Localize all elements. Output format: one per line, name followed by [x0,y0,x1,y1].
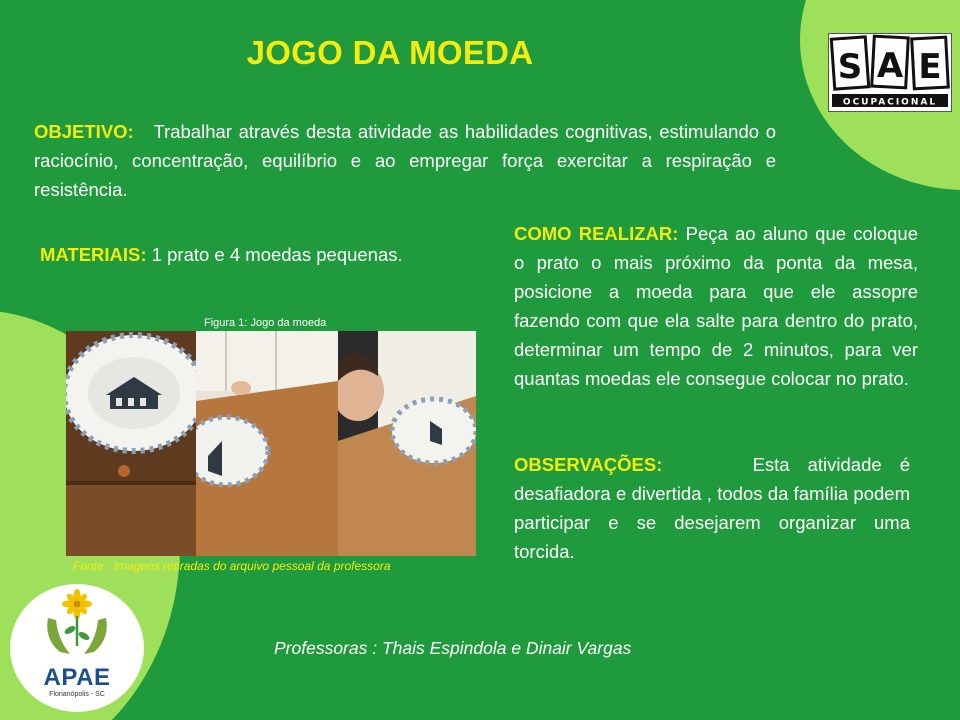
page-title: JOGO DA MOEDA [246,34,534,71]
sae-letter-a: A [876,46,904,86]
professoras-credit: Professoras : Thais Espindola e Dinair Vargas [274,638,632,658]
objetivo-paragraph [34,117,776,204]
sae-letter-e: E [918,47,942,87]
photo-child-blowing-coin [196,331,338,556]
materiais-text: 1 prato e 4 moedas pequenas. [151,244,403,265]
objetivo-label: OBJETIVO: [34,121,134,142]
observacoes-label: OBSERVAÇÕES: [514,454,663,475]
photo-plate-and-coin [66,331,196,556]
sae-ocupacional-logo [828,33,952,112]
como-realizar-label: COMO REALIZAR: [514,223,679,244]
figure-caption: Figura 1: Jogo da moeda [204,317,327,329]
figure-source: Fonte : Imagens retiradas do arquivo pessoal da professora [73,559,391,573]
objetivo-text: Trabalhar através desta atividade as habilidades cognitivas, estimulando o raciocínio, concentração, equilíbrio e ao empregar força exercitar a respiração e resistência. [34,121,776,200]
sae-logo-graphic [829,34,951,111]
como-realizar-text: Peça ao aluno que coloque o prato o mais próximo da ponta da mesa, posicione a moeda para que ele assopre fazendo com que ela salte para dentro do prato, determinar um tempo de 2 minutos, para ver quantas moedas ele consegue colocar no prato. [514,223,919,389]
como-realizar-paragraph [514,219,918,393]
apae-name: APAE [43,664,111,691]
photo-collage [66,331,476,556]
apae-city: Florianópolis - SC [49,691,105,698]
observacoes-paragraph [514,450,910,566]
observacoes-text: Esta atividade é desafiadora e divertida , todos da família podem participar e se desejarem organizar uma torcida. [514,454,910,562]
photo-child-at-table [338,331,476,556]
materiais-label: MATERIAIS: [40,244,147,265]
materiais-paragraph [40,244,403,266]
sae-subtitle: OCUPACIONAL [842,97,938,108]
sae-letter-s: S [837,47,863,87]
apae-logo [10,584,144,712]
